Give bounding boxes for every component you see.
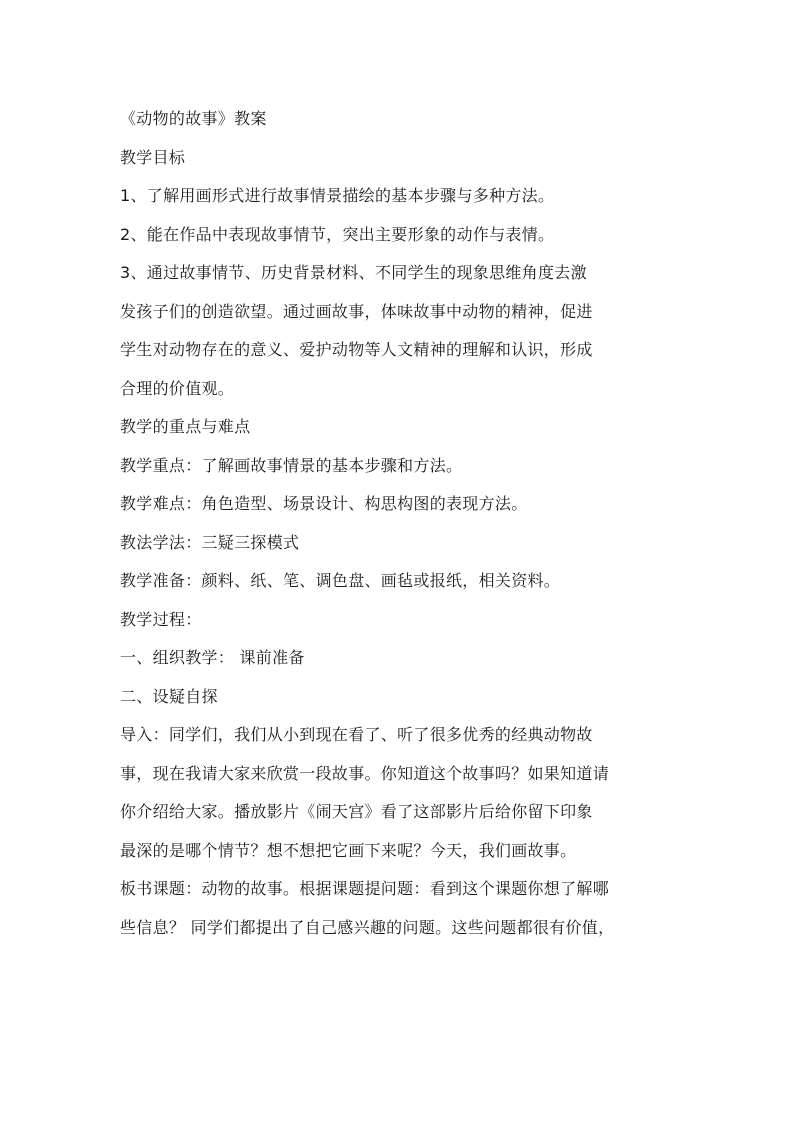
teaching-materials: 教学准备：颜料、纸、笔、调色盘、画毡或报纸，相关资料。 [120,571,561,590]
document-body [120,100,680,947]
intro-paragraph-line-2: 事，现在我请大家来欣赏一段故事。你知道这个故事吗？如果知道请 [120,763,610,783]
board-topic-line-2: 些信息？ 同学们都提出了自己感兴趣的问题。这些问题都很有价值， [120,917,615,937]
process-step-1: 一、组织教学： 课前准备 [120,648,305,667]
process-step-2: 二、设疑自探 [120,686,218,706]
objective-3-line-4: 合理的价值观。 [120,378,235,398]
section-heading-process: 教学过程： [120,609,202,629]
intro-paragraph-line-4: 最深的是哪个情节？想不想把它画下来呢？今天，我们画故事。 [120,840,577,860]
board-topic-line-1: 板书课题：动物的故事。根据课题提问题：看到这个课题你想了解哪 [120,879,610,898]
section-heading-objectives: 教学目标 [120,147,186,167]
intro-paragraph-line-3: 你介绍给大家。播放影片《闹天宫》看了这部影片后给你留下印象 [120,802,593,821]
objective-3-line-3: 学生对动物存在的意义、爱护动物等人文精神的理解和认识，形成 [120,340,593,359]
document-title: 《动物的故事》教案 [120,109,267,128]
intro-paragraph-line-1: 导入：同学们，我们从小到现在看了、听了很多优秀的经典动物故 [120,725,593,744]
key-point: 教学重点：了解画故事情景的基本步骤和方法。 [120,455,463,475]
difficult-point: 教学难点：角色造型、场景设计、构思构图的表现方法。 [120,494,528,513]
section-heading-key-points: 教学的重点与难点 [120,417,251,436]
objective-3-line-2: 发孩子们的创造欲望。通过画故事，体味故事中动物的精神，促进 [120,301,593,321]
objective-3-line-1: 3、通过故事情节、历史背景材料、不同学生的现象思维角度去激 [120,263,587,282]
objective-1: 1、了解用画形式进行故事情景描绘的基本步骤与多种方法。 [120,186,555,205]
teaching-method: 教法学法：三疑三探模式 [120,532,300,552]
objective-2: 2、能在作品中表现故事情节，突出主要形象的动作与表情。 [120,224,555,244]
